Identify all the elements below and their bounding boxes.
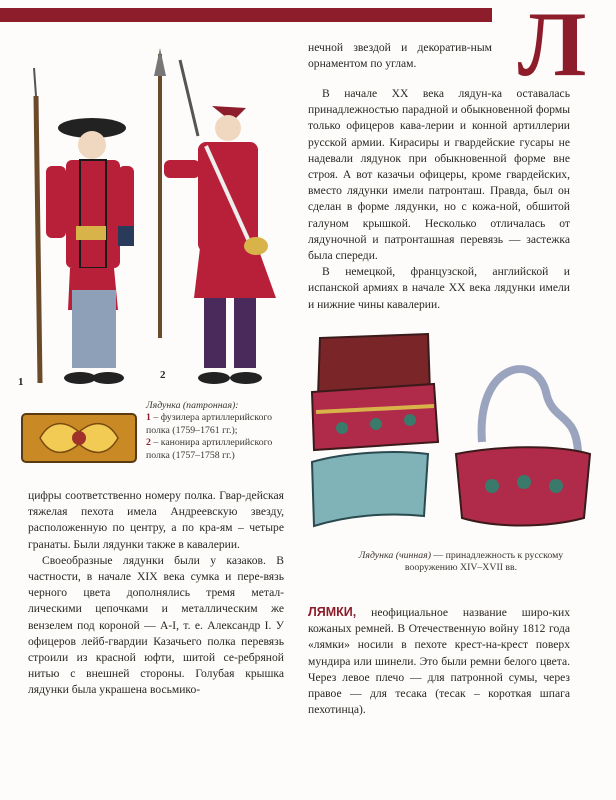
text-column-left: [28, 488, 284, 699]
entry-text: неофициальное название широ-ких кожаных ремней. В Отечественную войну 1812 года «лямки» носили в пехоте крест-на-крест поверх мундира или шинели. Это были ремни белого цвета. Через левое плечо — для патронной сумы, через правое — для тесака (тесак – короткая шпага пехотинца).: [308, 606, 570, 717]
paragraph: [308, 604, 570, 718]
text-continuation: [308, 40, 492, 72]
figure1-caption: [146, 400, 296, 462]
header-bar: [0, 8, 492, 22]
paragraph: цифры соответственно номеру полка. Гвар-дейская тяжелая пехота имела Андреевскую звезду, расположенную по центру, а по кра-ям – четыре гранаты. Были лядунки также в кавалерии.: [28, 489, 284, 551]
figure-number-1: 1: [18, 376, 24, 388]
caption-text: – фузилера артиллерийского полка (1759–1761 гг.);: [146, 412, 273, 436]
caption-text: – канонира артиллерийского полка (1757–1758 гг.): [146, 437, 273, 461]
chapter-letter: Л: [517, 0, 587, 95]
text-column-right: [308, 86, 570, 313]
entry-term: ЛЯМКИ,: [308, 605, 357, 619]
caption-title: Лядунка (чинная): [358, 550, 431, 561]
patron-pouch-illustration: [20, 412, 138, 464]
paragraph: В начале XX века лядун-ка оставалась принадлежностью парадной и обыкновенной формы только офицеров кава-лерии и конной артиллерии русской армии. Кирасиры и гвардейские гусары не надевали лядунок при обыкновенной форме вне строя. А вот казачьи офицеры, кроме гвардейских, вместо лядунки имели патронташ. Правда, был он сделан в форме лядунки, но с кожа-ной, обшитой галуном крышкой. Несколько отличалась от лядуночной и патронташная перевязь — застежка была спереди.: [308, 87, 570, 263]
paragraph: В немецкой, французской, английской и испанской армиях в начале XX века лядунки имели и нижние чины кавалерии.: [308, 265, 570, 311]
figure-number-2: 2: [160, 369, 166, 381]
entry-lyamki: [308, 604, 570, 718]
caption-number: 1: [146, 412, 151, 424]
caption-number: 2: [146, 437, 151, 449]
soldier-cannoneer: [164, 106, 276, 384]
soldier-fusilier: [46, 118, 134, 384]
soldiers-illustration: [14, 48, 304, 393]
caption-text: — принадлежность к русскому вооружению XIV–XVII вв.: [404, 550, 564, 574]
paragraph: Своеобразные лядунки были у казаков. В частности, в начале XIX века сумка и пере-вязь черного цвета дополнялись тремя метал-лическими цепочками и металлическим же вензелем под короной — А-I, т. е. Александр I. У офицеров лейб-гвардии Казачьего полка перевязь строили из красной юфти, шитой се-ребряной нитью с внешней стороны. Голубая крышка лядунки была украшена восьмико-: [28, 553, 284, 697]
figure2-caption: [346, 550, 576, 575]
lyadunka-illustration: [306, 322, 596, 546]
caption-title: Лядунка (патронная):: [146, 400, 239, 411]
paragraph: нечной звездой и декоратив-ным орнаментом по углам.: [308, 41, 492, 71]
